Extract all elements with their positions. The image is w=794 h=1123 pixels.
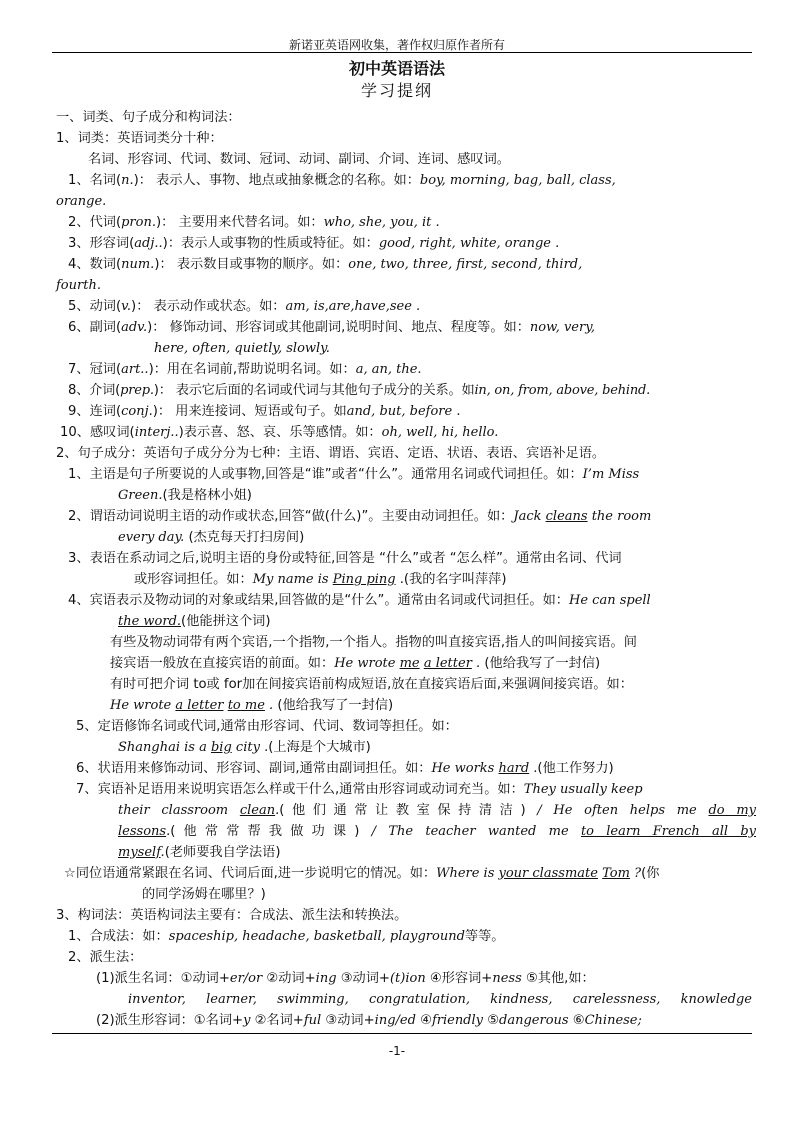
double-object-note: 有些及物动词带有两个宾语,一个指物,一个指人。指物的叫直接宾语,指人的叫间接宾语。间 — [110, 635, 637, 650]
verb-line: 5、动词(v.)： 表示动作或状态。如：am, is,are,have,see . — [68, 299, 421, 314]
predicate-line: 2、谓语动词说明主语的动作或状态,回答“做(什么)”。主要由动词担任。如：Jack cleans the room — [68, 509, 652, 524]
predicative-example: 或形容词担任。如：My name is Ping ping .(我的名字叫萍萍) — [134, 572, 507, 587]
footer-rule — [52, 1033, 752, 1034]
adverbial-line: 6、状语用来修饰动词、形容词、副词,通常由副词担任。如：He works hard .(他工作努力) — [76, 761, 614, 776]
noun-example-cont: orange. — [56, 194, 107, 209]
appositive-cont: 的同学汤姆在哪里？) — [142, 887, 266, 902]
derived-adjectives-line: (2)派生形容词：①名词+y ②名词+ful ③动词+ing/ed ④friendly ⑤dangerous ⑥Chinese; — [96, 1013, 642, 1028]
prepositional-object-note: 有时可把介词 to或 for加在间接宾语前构成短语,放在直接宾语后面,来强调间接宾语。如： — [110, 677, 633, 692]
attribute-example: Shanghai is a big city .(上海是个大城市) — [118, 740, 371, 755]
word-formation-heading: 3、构词法：英语构词法主要有：合成法、派生法和转换法。 — [56, 908, 408, 923]
interjection-line: 10、感叹词(interj..)表示喜、怒、哀、乐等感情。如：oh, well, hi, hello. — [60, 425, 499, 440]
parts-of-speech-list: 名词、形容词、代词、数词、冠词、动词、副词、介词、连词、感叹词。 — [88, 152, 510, 167]
object-example-cont: the word.(他能拼这个词) — [118, 614, 271, 629]
subject-line: 1、主语是句子所要说的人或事物,回答是“谁”或者“什么”。通常用名词或代词担任。如：I’m Miss — [68, 467, 640, 482]
prepositional-object-example: He wrote a letter to me . (他给我写了一封信) — [110, 698, 394, 713]
pronoun-line: 2、代词(pron.)： 主要用来代替名词。如：who, she, you, it . — [68, 215, 440, 230]
parts-of-speech-heading: 1、词类：英语词类分十种： — [56, 131, 223, 146]
document-subtitle: 学习提纲 — [360, 81, 433, 100]
article-line: 7、冠词(art..)：用在名词前,帮助说明名词。如：a, an, the. — [68, 362, 422, 377]
sentence-elements-heading: 2、句子成分：英语句子成分分为七种：主语、谓语、宾语、定语、状语、表语、宾语补足语。 — [56, 446, 606, 461]
page-number: -1- — [388, 1044, 406, 1058]
document-title: 初中英语语法 — [348, 59, 445, 78]
derived-nouns-line: (1)派生名词：①动词+er/or ②动词+ing ③动词+(t)ion ④形容词+ness ⑤其他,如： — [96, 971, 595, 986]
object-line: 4、宾语表示及物动词的对象或结果,回答做的是“什么”。通常由名词或代词担任。如：He can spell — [68, 593, 651, 608]
conjunction-line: 9、连词(conj.)： 用来连接词、短语或句子。如and, but, before . — [68, 404, 461, 419]
derived-nouns-examples: inventor, learner, swimming, congratulation, kindness, carelessness, knowledge — [128, 992, 752, 1007]
numeral-example-cont: fourth. — [56, 278, 101, 293]
adverb-example-cont: here, often, quietly, slowly. — [154, 341, 330, 356]
object-complement-example-1: their classroom clean.(他们通常让教室保持清洁) / He often helps me do my — [118, 803, 757, 818]
derivation-heading: 2、派生法： — [68, 950, 143, 965]
adverb-line: 6、副词(adv.)： 修饰动词、形容词或其他副词,说明时间、地点、程度等。如：now, very, — [68, 320, 595, 335]
adjective-line: 3、形容词(adj..)：表示人或事物的性质或特征。如：good, right, white, orange . — [68, 236, 560, 251]
page-header: 新诺亚英语网收集，著作权归原作者所有 — [288, 38, 505, 52]
object-complement-example-3: myself.(老师要我自学法语) — [118, 845, 281, 860]
section-heading: 一、词类、句子成分和构词法： — [56, 110, 241, 125]
double-object-example: 接宾语一般放在直接宾语的前面。如：He wrote me a letter . (他给我写了一封信) — [110, 656, 601, 671]
predicative-line: 3、表语在系动词之后,说明主语的身份或特征,回答是 “什么”或者 “怎么样”。通常由名词、代词 — [68, 551, 622, 566]
predicate-example-cont: every day. (杰克每天打扫房间) — [118, 530, 305, 545]
numeral-line: 4、数词(num.)： 表示数目或事物的顺序。如：one, two, three, first, second, third, — [68, 257, 583, 272]
compounding-line: 1、合成法：如：spaceship, headache, basketball, playground等等。 — [68, 929, 505, 944]
appositive-line: ☆同位语通常紧跟在名词、代词后面,进一步说明它的情况。如：Where is your classmate Tom ?(你 — [64, 866, 660, 881]
subject-example-cont: Green.(我是格林小姐) — [118, 488, 252, 503]
preposition-line: 8、介词(prep.)： 表示它后面的名词或代词与其他句子成分的关系。如in, on, from, above, behind. — [68, 383, 651, 398]
header-rule — [52, 52, 752, 53]
object-complement-line: 7、宾语补足语用来说明宾语怎么样或干什么,通常由形容词或动词充当。如：They usually keep — [76, 782, 643, 797]
noun-line: 1、名词(n.)： 表示人、事物、地点或抽象概念的名称。如：boy, morning, bag, ball, class, — [68, 173, 616, 188]
attribute-line: 5、定语修饰名词或代词,通常由形容词、代词、数词等担任。如： — [76, 719, 458, 734]
object-complement-example-2: lessons.(他常常帮我做功课) / The teacher wanted me to learn French all by — [118, 824, 756, 839]
